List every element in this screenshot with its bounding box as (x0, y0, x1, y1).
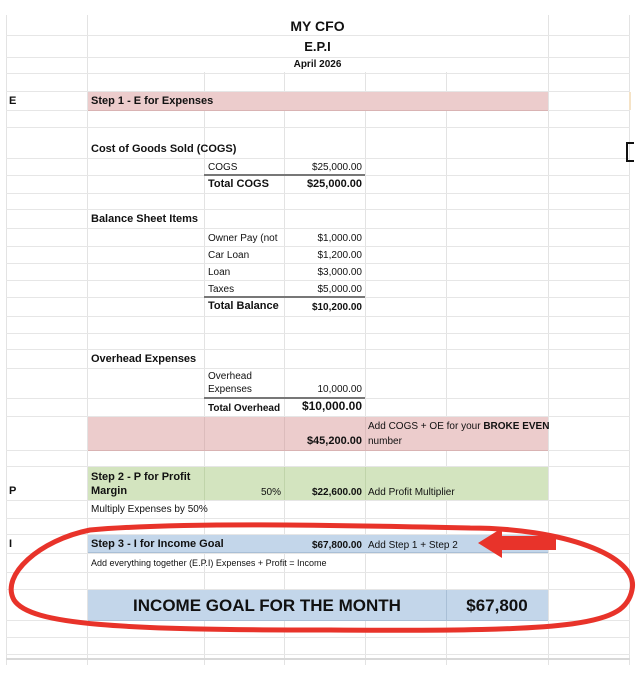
balance-item-value[interactable]: $1,200.00 (317, 250, 362, 261)
break-even-value[interactable]: $45,200.00 (306, 435, 362, 447)
step1-title[interactable]: Step 1 - E for Expenses (91, 95, 214, 107)
balance-item-label[interactable]: Owner Pay (not (208, 233, 278, 244)
balance-item-label[interactable]: Taxes (208, 284, 235, 295)
row-label-p: P (9, 485, 17, 497)
income-goal-value[interactable]: $67,800 (466, 596, 528, 615)
break-even-note-post: number (368, 436, 402, 447)
overhead-total-label[interactable]: Total Overhead (208, 403, 281, 414)
row-label-i: I (9, 538, 13, 550)
balance-heading[interactable]: Balance Sheet Items (91, 213, 198, 225)
balance-item-label[interactable]: Loan (208, 267, 231, 278)
overhead-heading[interactable]: Overhead Expenses (91, 353, 197, 365)
step3-note[interactable]: Add Step 1 + Step 2 (368, 540, 458, 551)
sheet-period: April 2026 (293, 59, 342, 70)
cogs-heading[interactable]: Cost of Goods Sold (COGS) (91, 143, 237, 155)
break-even-note-pre: Add COGS + OE for your (368, 421, 481, 432)
step2-title-line1[interactable]: Step 2 - P for Profit (91, 471, 191, 483)
step2-value[interactable]: $22,600.00 (311, 487, 362, 498)
cogs-item-value[interactable]: $25,000.00 (311, 162, 362, 173)
step3-instruction[interactable]: Add everything together (E.P.I) Expenses + Profit = Income (91, 558, 327, 568)
step2-percent[interactable]: 50% (260, 487, 281, 498)
cogs-total-label[interactable]: Total COGS (208, 178, 269, 190)
step3-value[interactable]: $67,800.00 (311, 540, 362, 551)
step2-instruction[interactable]: Multiply Expenses by 50% (91, 504, 208, 515)
sheet-title: MY CFO (290, 18, 345, 34)
cogs-total-value[interactable]: $25,000.00 (306, 178, 362, 190)
income-goal-label[interactable]: INCOME GOAL FOR THE MONTH (133, 596, 401, 615)
step2-note[interactable]: Add Profit Multiplier (368, 487, 455, 498)
overhead-item-label-line1[interactable]: Overhead (208, 371, 252, 382)
break-even-note-bold: BROKE EVEN (483, 421, 550, 432)
balance-item-value[interactable]: $1,000.00 (317, 233, 362, 244)
balance-total-label[interactable]: Total Balance (208, 300, 279, 312)
overhead-item-label-line2[interactable]: Expenses (208, 384, 252, 395)
balance-item-label[interactable]: Car Loan (208, 250, 250, 261)
balance-item-value[interactable]: $3,000.00 (317, 267, 362, 278)
sheet-subtitle: E.P.I (304, 39, 331, 54)
cogs-item-label[interactable]: COGS (208, 162, 238, 173)
row-label-e: E (9, 95, 17, 107)
step3-title[interactable]: Step 3 - I for Income Goal (91, 538, 224, 550)
step2-title-line2[interactable]: Margin (91, 485, 128, 497)
overhead-item-value[interactable]: 10,000.00 (317, 384, 362, 395)
balance-item-value[interactable]: $5,000.00 (317, 284, 362, 295)
balance-total-value[interactable]: $10,200.00 (311, 302, 362, 313)
overhead-total-value[interactable]: $10,000.00 (301, 399, 362, 413)
